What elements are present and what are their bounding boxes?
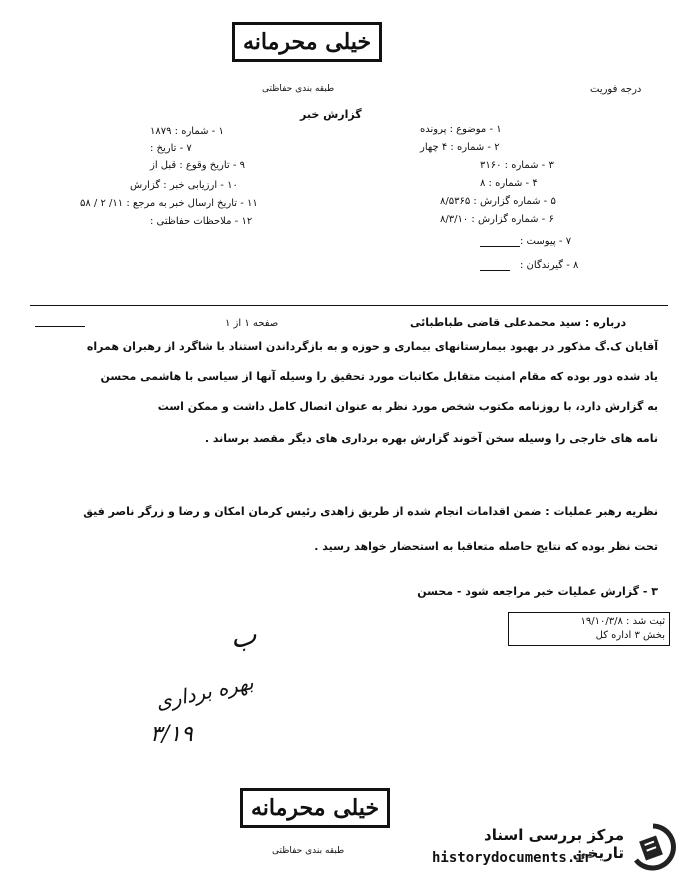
- handwritten-note: بهره برداری: [153, 669, 256, 715]
- right-field-2: ۲ - شماره : ۴ چهار: [420, 142, 500, 153]
- right-field-attachment: ۷ - پیوست :: [520, 236, 572, 247]
- registration-stamp-box: [508, 612, 670, 646]
- bottom-classification-stamp: خیلی محرمانه: [240, 788, 390, 828]
- registration-line-1: ثبت شد : ۱۹/۱۰/۳/۸: [580, 616, 665, 627]
- body-line-4: نظریه رهبر عملیات : ضمن اقدامات انجام شده از طریق زاهدی رئیس کرمان امکان و رضا و زرگر ناصر فیق: [83, 505, 658, 518]
- right-field-5: ۵ - شماره گزارش : ۸/۵۳۶۵: [440, 196, 556, 207]
- page-label: صفحه ۱ از ۱: [225, 318, 279, 329]
- registration-line-2: بخش ۳ اداره کل: [595, 630, 665, 641]
- body-line-6: ۳ - گزارش عملیات خبر مراجعه شود - محسن: [417, 585, 658, 598]
- right-field-subject: ۱ - موضوع : پرونده: [420, 124, 502, 135]
- blank-line-recipients: [480, 270, 510, 271]
- right-field-recipients: ۸ - گیرندگان :: [520, 260, 579, 271]
- top-classification-sub: طبقه بندی حفاظتی: [262, 84, 335, 94]
- left-field-number: ۱ - شماره : ۱۸۷۹: [150, 126, 224, 137]
- right-field-6: ۶ - شماره گزارش : ۸/۳/۱۰: [440, 214, 554, 225]
- blank-line-page: [35, 326, 85, 327]
- separator-rule: [30, 305, 668, 306]
- watermark-url: historydocuments.ir: [432, 850, 593, 866]
- top-classification-stamp: خیلی محرمانه: [232, 22, 382, 62]
- subject-line: درباره : سید محمدعلی قاضی طباطبائی: [410, 316, 627, 329]
- archive-logo-icon: [628, 822, 678, 872]
- handwritten-date: ۳/۱۹: [150, 722, 193, 747]
- body-line-1: آقایان ک.گ مذکور در بهبود بیمارستانهای بیماری و حوزه و به بازگرداندن استناد با شاگرد از رهبران همراه: [86, 340, 658, 353]
- body-line-2b: به گزارش دارد، با روزنامه مکتوب شخص مورد نظر به عنوان اتصال کامل داشت و ممکن است: [157, 400, 658, 413]
- left-field-date: ۷ - تاریخ :: [150, 143, 192, 154]
- report-title: گزارش خبر: [300, 108, 362, 121]
- right-field-3: ۳ - شماره : ۳۱۶۰: [480, 160, 554, 171]
- left-field-security-notes: ۱۲ - ملاحظات حفاظتی :: [150, 216, 253, 227]
- right-field-4: ۴ - شماره : ۸: [480, 178, 538, 189]
- left-field-evaluation: ۱۰ - ارزیابی خبر : گزارش: [130, 180, 238, 191]
- body-line-5: تحت نظر بوده که نتایج حاصله متعاقبا به استحضار خواهد رسید .: [314, 540, 658, 553]
- blank-line-attachment: [480, 246, 520, 247]
- urgency-label: درجه فوریت: [590, 84, 642, 95]
- handwritten-mark: ب: [226, 617, 260, 656]
- body-line-3: نامه های خارجی را وسیله سخن آخوند گزارش بهره برداری های دیگر مقصد برساند .: [204, 432, 658, 445]
- left-field-event-date: ۹ - تاریخ وقوع : قبل از: [150, 160, 246, 171]
- body-line-2: یاد شده دور بوده که مقام امنیت متقابل مکاتبات مورد تحقیق را وسیله آنها از سیاسی با هاشمی محسن: [100, 370, 658, 383]
- left-field-send-date: ۱۱ - تاریخ ارسال خبر به مرجع : ۱۱/ ۲ / ۵۸: [80, 198, 258, 209]
- watermark-name: مرکز بررسی اسناد تاریخی: [484, 826, 624, 862]
- bottom-classification-sub: طبقه بندی حفاظتی: [272, 846, 345, 856]
